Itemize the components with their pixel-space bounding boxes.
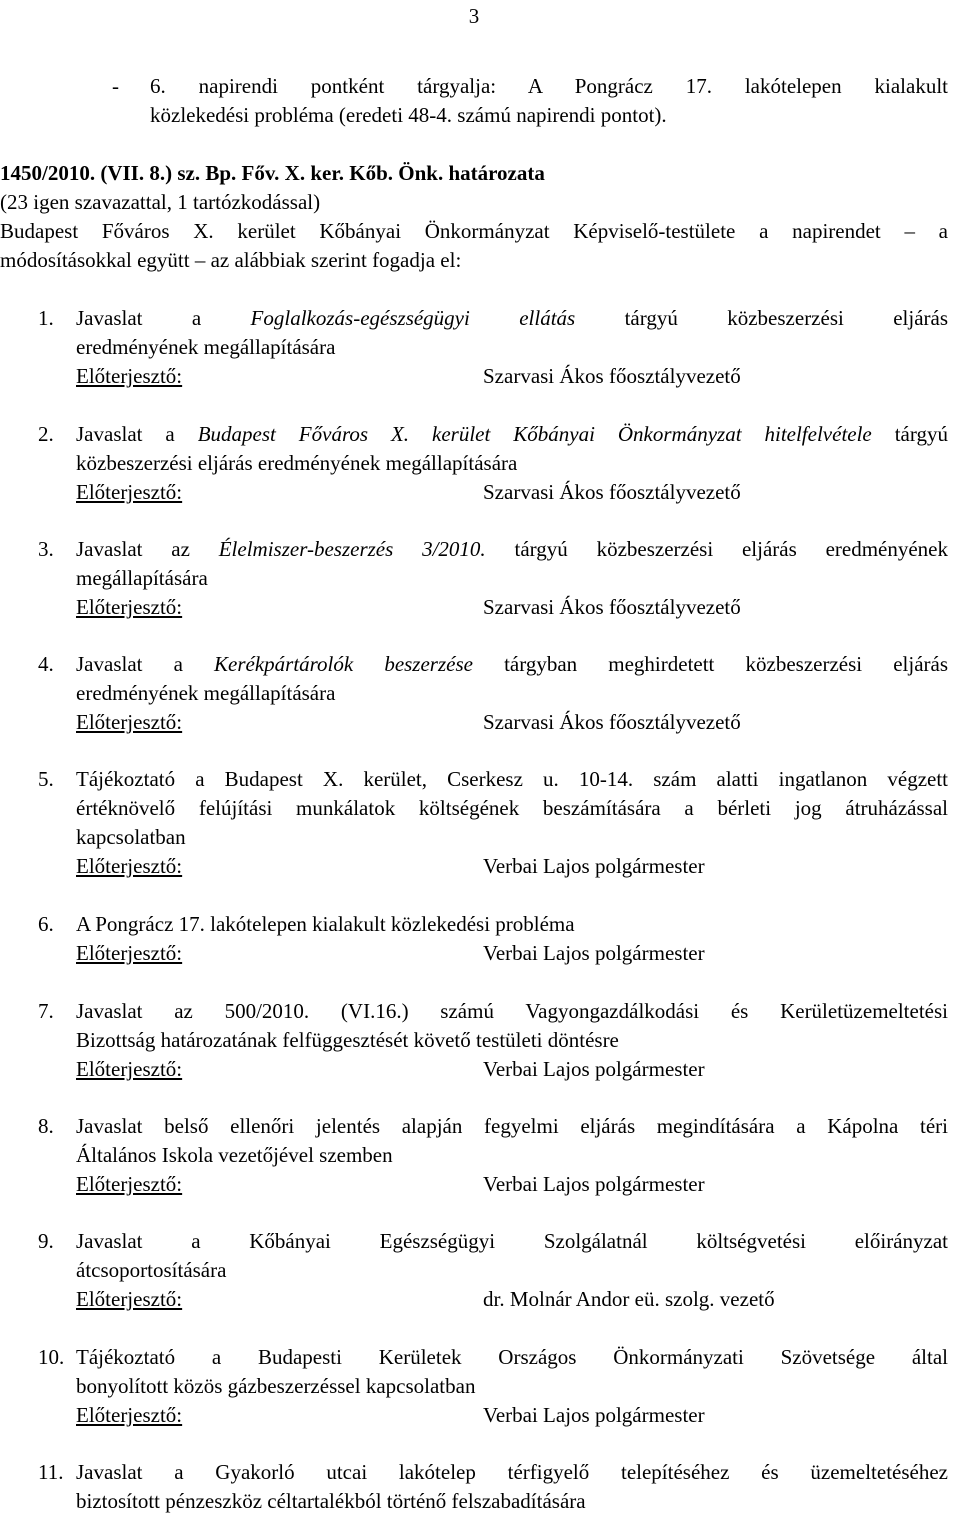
item-number: 2. <box>38 422 54 446</box>
presenter-name: Verbai Lajos polgármester <box>483 1057 705 1081</box>
item-title-text: Javaslat a <box>76 652 215 676</box>
presenter-row <box>76 1170 948 1199</box>
item-title-line-2: értéknövelő felújítási munkálatok költségének beszámítására a bérleti jog átruházással <box>76 796 948 820</box>
presenter-row <box>76 1285 948 1314</box>
item-title-line-1 <box>76 420 948 449</box>
item-title-line-1 <box>76 304 948 333</box>
item-title-italic: Foglalkozás-egészségügyi ellátás <box>250 306 576 330</box>
item-title-line-1: Javaslat az 500/2010. (VI.16.) számú Vagyongazdálkodási és Kerületüzemeltetési <box>76 999 948 1023</box>
item-title-line-2: eredményének megállapítására <box>76 335 336 359</box>
item-title-line-1: Tájékoztató a Budapesti Kerületek Országos Önkormányzati Szövetsége által <box>76 1345 948 1369</box>
presenter-label: Előterjesztő: <box>76 941 183 965</box>
item-number: 10. <box>38 1345 65 1369</box>
presenter-name: Verbai Lajos polgármester <box>483 941 705 965</box>
decision-line-1: Budapest Főváros X. kerület Kőbányai Önkormányzat Képviselő-testülete a napirendet – a <box>0 219 948 243</box>
item-title-text: tárgyú <box>871 422 948 446</box>
presenter-name: Szarvasi Ákos főosztályvezető <box>483 595 741 619</box>
presenter-row <box>76 478 948 507</box>
item-number: 4. <box>38 652 54 676</box>
presenter-label: Előterjesztő: <box>76 595 183 619</box>
item-title-line-1: Javaslat a Kőbányai Egészségügyi Szolgálatnál költségvetési előirányzat <box>76 1229 948 1253</box>
item-number: 6. <box>38 912 54 936</box>
item-number: 9. <box>38 1229 54 1253</box>
item-number: 11. <box>38 1460 64 1484</box>
item-title-line-1 <box>76 650 948 679</box>
resolution-title: 1450/2010. (VII. 8.) sz. Bp. Főv. X. ker. Kőb. Önk. határozata <box>0 161 545 185</box>
presenter-name: Szarvasi Ákos főosztályvezető <box>483 364 741 388</box>
page-number: 3 <box>468 4 480 28</box>
presenter-row <box>76 593 948 622</box>
item-title-text: Javaslat a <box>76 306 251 330</box>
presenter-row <box>76 708 948 737</box>
presenter-label: Előterjesztő: <box>76 854 183 878</box>
presenter-name: Verbai Lajos polgármester <box>483 854 705 878</box>
item-title-line-1: A Pongrácz 17. lakótelepen kialakult közlekedési probléma <box>76 912 575 936</box>
item-title-line-2: bonyolított közös gázbeszerzéssel kapcsolatban <box>76 1374 476 1398</box>
item-title-text: Javaslat az <box>76 537 219 561</box>
item-title-line-1: Javaslat belső ellenőri jelentés alapján fegyelmi eljárás megindítására a Kápolna téri <box>76 1114 948 1138</box>
presenter-row <box>76 362 948 391</box>
item-title-line-1 <box>76 535 948 564</box>
list-dash: - <box>112 74 119 98</box>
agenda-note-line-1: 6. napirendi pontként tárgyalja: A Pongrácz 17. lakótelepen kialakult <box>150 74 948 98</box>
item-title-line-2: átcsoportosítására <box>76 1258 227 1282</box>
item-title-line-2: Általános Iskola vezetőjével szemben <box>76 1143 393 1167</box>
presenter-row <box>76 939 948 968</box>
item-title-italic: Kerékpártárolók beszerzése <box>214 652 473 676</box>
item-title-line-2: eredményének megállapítására <box>76 681 336 705</box>
item-title-line-2: megállapítására <box>76 566 208 590</box>
presenter-label: Előterjesztő: <box>76 1403 183 1427</box>
presenter-label: Előterjesztő: <box>76 710 183 734</box>
presenter-label: Előterjesztő: <box>76 1172 183 1196</box>
item-title-line-3: kapcsolatban <box>76 825 186 849</box>
presenter-row <box>76 852 948 881</box>
presenter-label: Előterjesztő: <box>76 364 183 388</box>
item-number: 5. <box>38 767 54 791</box>
presenter-name: Szarvasi Ákos főosztályvezető <box>483 480 741 504</box>
item-number: 3. <box>38 537 54 561</box>
item-number: 1. <box>38 306 54 330</box>
presenter-name: Szarvasi Ákos főosztályvezető <box>483 710 741 734</box>
decision-line-2: módosításokkal együtt – az alábbiak szerint fogadja el: <box>0 248 462 272</box>
item-title-italic: Élelmiszer-beszerzés 3/2010. <box>218 537 486 561</box>
presenter-name: Verbai Lajos polgármester <box>483 1403 705 1427</box>
presenter-label: Előterjesztő: <box>76 1057 183 1081</box>
presenter-row <box>76 1401 948 1430</box>
agenda-note-line-2: közlekedési probléma (eredeti 48-4. számú napirendi pontot). <box>150 103 667 127</box>
presenter-label: Előterjesztő: <box>76 1287 183 1311</box>
item-title-text: tárgyú közbeszerzési eljárás <box>575 306 948 330</box>
item-title-text: Javaslat a <box>76 422 198 446</box>
item-title-line-2: közbeszerzési eljárás eredményének megállapítására <box>76 451 518 475</box>
presenter-label: Előterjesztő: <box>76 480 183 504</box>
presenter-name: Verbai Lajos polgármester <box>483 1172 705 1196</box>
vote-result: (23 igen szavazattal, 1 tartózkodással) <box>0 190 321 214</box>
item-number: 7. <box>38 999 54 1023</box>
item-title-text: tárgyban meghirdetett közbeszerzési eljárás <box>472 652 949 676</box>
item-title-text: tárgyú közbeszerzési eljárás eredményének <box>485 537 948 561</box>
item-title-line-2: biztosított pénzeszköz céltartalékból történő felszabadítására <box>76 1489 586 1513</box>
item-title-line-1: Javaslat a Gyakorló utcai lakótelep térfigyelő telepítéséhez és üzemeltetéséhez <box>76 1460 948 1484</box>
item-title-line-2: Bizottság határozatának felfüggesztését követő testületi döntésre <box>76 1028 619 1052</box>
presenter-name: dr. Molnár Andor eü. szolg. vezető <box>483 1287 775 1311</box>
item-number: 8. <box>38 1114 54 1138</box>
item-title-italic: Budapest Főváros X. kerület Kőbányai Önkormányzat hitelfelvétele <box>197 422 872 446</box>
item-title-line-1: Tájékoztató a Budapest X. kerület, Cserkesz u. 10-14. szám alatti ingatlanon végzett <box>76 767 948 791</box>
presenter-row <box>76 1055 948 1084</box>
